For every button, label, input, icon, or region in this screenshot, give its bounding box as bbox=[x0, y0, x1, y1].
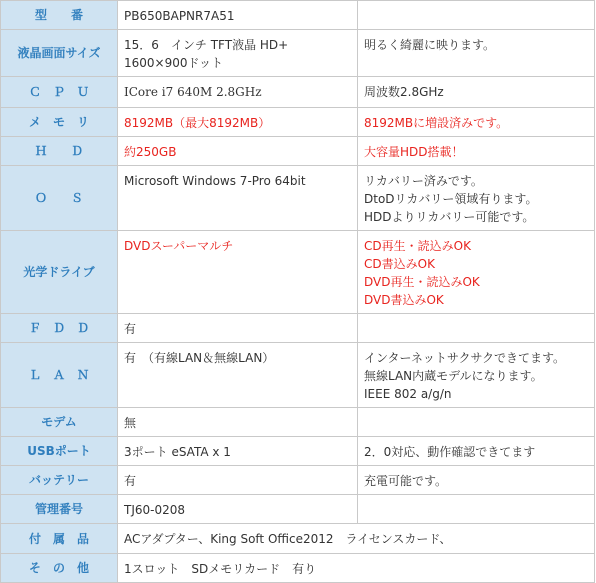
note-cpu: 周波数2.8GHz bbox=[358, 77, 595, 108]
note-modem bbox=[358, 408, 595, 437]
note-model bbox=[358, 1, 595, 30]
value-management-number: TJ60-0208 bbox=[118, 495, 358, 524]
value-usb: 3ポート eSATA x 1 bbox=[118, 437, 358, 466]
value-other: 1スロット SDメモリカード 有り bbox=[118, 554, 595, 583]
label-management-number: 管理番号 bbox=[1, 495, 118, 524]
value-os: Microsoft Windows 7-Pro 64bit bbox=[118, 166, 358, 231]
row-lan bbox=[1, 343, 595, 408]
label-lan: Ｌ Ａ Ｎ bbox=[1, 343, 118, 408]
row-management-number bbox=[1, 495, 595, 524]
label-usb: USBポート bbox=[1, 437, 118, 466]
row-usb bbox=[1, 437, 595, 466]
value-model: PB650BAPNR7A51 bbox=[118, 1, 358, 30]
row-optical-drive bbox=[1, 231, 595, 314]
label-modem: モデム bbox=[1, 408, 118, 437]
label-os: Ｏ Ｓ bbox=[1, 166, 118, 231]
note-usb: 2．0対応、動作確認できてます bbox=[358, 437, 595, 466]
value-display: 15．6 インチ TFT液晶 HD+ 1600×900ドット bbox=[118, 30, 358, 77]
label-hdd: Ｈ Ｄ bbox=[1, 137, 118, 166]
row-accessories bbox=[1, 524, 595, 554]
note-battery: 充電可能です。 bbox=[358, 466, 595, 495]
note-lan: インターネットサクサクできてます。 無線LAN内蔵モデルになります。 IEEE 802 a/g/n bbox=[358, 343, 595, 408]
row-display bbox=[1, 30, 595, 77]
value-lan: 有 （有線LAN＆無線LAN） bbox=[118, 343, 358, 408]
label-cpu: Ｃ Ｐ Ｕ bbox=[1, 77, 118, 108]
row-modem bbox=[1, 408, 595, 437]
note-os: リカバリー済みです。 DtoDリカバリー領域有ります。 HDDよりリカバリー可能です。 bbox=[358, 166, 595, 231]
label-model: 型 番 bbox=[1, 1, 118, 30]
row-fdd bbox=[1, 314, 595, 343]
row-os bbox=[1, 166, 595, 231]
label-accessories: 付 属 品 bbox=[1, 524, 118, 554]
value-fdd: 有 bbox=[118, 314, 358, 343]
label-display: 液晶画面サイズ bbox=[1, 30, 118, 77]
row-hdd bbox=[1, 137, 595, 166]
label-battery: バッテリー bbox=[1, 466, 118, 495]
label-other: そ の 他 bbox=[1, 554, 118, 583]
note-display: 明るく綺麗に映ります。 bbox=[358, 30, 595, 77]
note-hdd: 大容量HDD搭載！ bbox=[358, 137, 595, 166]
row-memory bbox=[1, 108, 595, 137]
label-memory: メ モ リ bbox=[1, 108, 118, 137]
label-fdd: Ｆ Ｄ Ｄ bbox=[1, 314, 118, 343]
value-optical-drive: DVDスーパーマルチ bbox=[118, 231, 358, 314]
value-hdd: 約250GB bbox=[118, 137, 358, 166]
note-memory: 8192MBに増設済みです。 bbox=[358, 108, 595, 137]
note-management-number bbox=[358, 495, 595, 524]
row-cpu bbox=[1, 77, 595, 108]
value-cpu: ICore i7 640M 2.8GHz bbox=[118, 77, 358, 108]
row-model bbox=[1, 1, 595, 30]
value-battery: 有 bbox=[118, 466, 358, 495]
note-optical-drive: CD再生・読込みOK CD書込みOK DVD再生・読込みOK DVD書込みOK bbox=[358, 231, 595, 314]
label-optical-drive: 光学ドライブ bbox=[1, 231, 118, 314]
value-accessories: ACアダプター、King Soft Office2012 ライセンスカード、 bbox=[118, 524, 595, 554]
row-battery bbox=[1, 466, 595, 495]
note-fdd bbox=[358, 314, 595, 343]
value-modem: 無 bbox=[118, 408, 358, 437]
value-memory: 8192MB（最大8192MB） bbox=[118, 108, 358, 137]
row-other bbox=[1, 554, 595, 583]
